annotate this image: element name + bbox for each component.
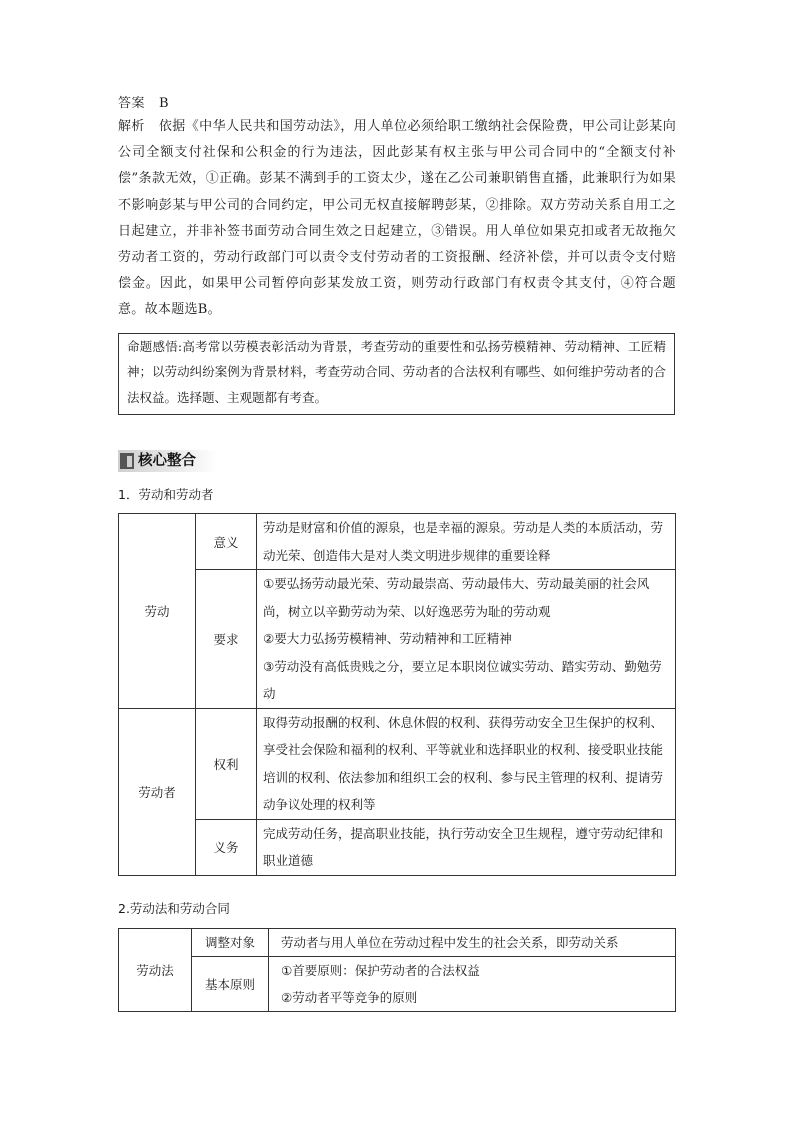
worker-cell: 劳动者	[119, 708, 196, 875]
answer-value: B	[159, 96, 170, 111]
rights-cell: 取得劳动报酬的权利、休息休假的权利、获得劳动安全卫生保护的权利、享受社会保险和福利的权利、平等就业和选择职业的权利、接受职业技能培训的权利、依法参加和组织工会的权利、参与民主管理的权利、提请劳动争议处理的权利等	[257, 708, 676, 819]
section-title: 核心整合	[138, 453, 196, 470]
principle-label-cell: 基本原则	[192, 956, 269, 1011]
note-text: 命题感悟:高考常以劳模表彰活动为背景，考查劳动的重要性和弘扬劳模精神、劳动精神、工匠精神；以劳动纠纷案例为背景材料，考查劳动合同、劳动者的合法权利有哪些、如何维护劳动者的合法权益。选择题、主观题都有考查。	[127, 338, 666, 405]
table-row	[119, 570, 676, 709]
principle-item: ①首要原则：保护劳动者的合法权益	[281, 962, 480, 978]
table2-heading: 2.劳动法和劳动合同	[118, 900, 230, 916]
object-cell: 劳动者与用人单位在劳动过程中发生的社会关系，即劳动关系	[269, 928, 676, 956]
duties-cell: 完成劳动任务，提高职业技能，执行劳动安全卫生规程，遵守劳动纪律和职业道德	[257, 819, 676, 875]
principle-cell	[269, 956, 676, 1011]
duties-label-cell: 义务	[196, 819, 257, 875]
section-header	[118, 450, 218, 472]
answer-line	[118, 94, 676, 114]
table-row	[119, 956, 676, 1011]
principle-item: ②劳动者平等竞争的原则	[281, 989, 418, 1005]
analysis-text: 依据《中华人民共和国劳动法》，用人单位必须给职工缴纳社会保险费，甲公司让彭某向公司全额支付社保和公积金的行为违法，因此彭某有权主张与甲公司合同中的“全额支付补偿”条款无效，①正确。彭某不满到手的工资太少，遂在乙公司兼职销售直播，此兼职行为如果不影响彭某与甲公司的合同约定，甲公司无权直接解聘彭某，②排除。双方劳动关系自用工之日起建立，并非补签书面劳动合同生效之日起建立，③错误。用人单位如果克扣或者无故拖欠劳动者工资的，劳动行政部门可以责令支付劳动者的工资报酬、经济补偿，并可以责令支付赔偿金。因此，如果甲公司暂停向彭某发放工资，则劳动行政部门有权责令其支付，④符合题意。故本题选B。	[118, 119, 676, 318]
law-cell: 劳动法	[119, 928, 192, 1011]
analysis-label: 解析	[118, 119, 145, 134]
meaning-cell: 劳动是财富和价值的源泉，也是幸福的源泉。劳动是人类的本质活动，劳动光荣、创造伟大是对人类文明进步规律的重要诠释	[257, 514, 676, 570]
requirement-cell	[257, 570, 676, 709]
section-marker-icon	[120, 453, 134, 469]
requirement-label-cell: 要求	[196, 570, 257, 709]
meaning-label-cell: 意义	[196, 514, 257, 570]
labor-table	[118, 513, 676, 876]
answer-label: 答案	[118, 96, 146, 111]
table1-heading: 1．劳动和劳动者	[118, 487, 214, 503]
table-row	[119, 708, 676, 819]
labor-law-table	[118, 928, 676, 1012]
object-label-cell: 调整对象	[192, 928, 269, 956]
requirement-item: ②要大力弘扬劳模精神、劳动精神和工匠精神	[263, 631, 512, 647]
requirement-item: ③劳动没有高低贵贱之分，要立足本职岗位诚实劳动、踏实劳动、勤勉劳动	[263, 658, 662, 702]
table-row	[119, 928, 676, 956]
labor-cell: 劳动	[119, 514, 196, 709]
analysis-paragraph	[118, 114, 676, 324]
page	[118, 94, 676, 1012]
table-row	[119, 514, 676, 570]
note-box	[118, 333, 675, 416]
table-row	[119, 819, 676, 875]
rights-label-cell: 权利	[196, 708, 257, 819]
requirement-item: ①要弘扬劳动最光荣、劳动最崇高、劳动最伟大、劳动最美丽的社会风尚，树立以辛勤劳动为荣、以好逸恶劳为耻的劳动观	[263, 576, 650, 619]
